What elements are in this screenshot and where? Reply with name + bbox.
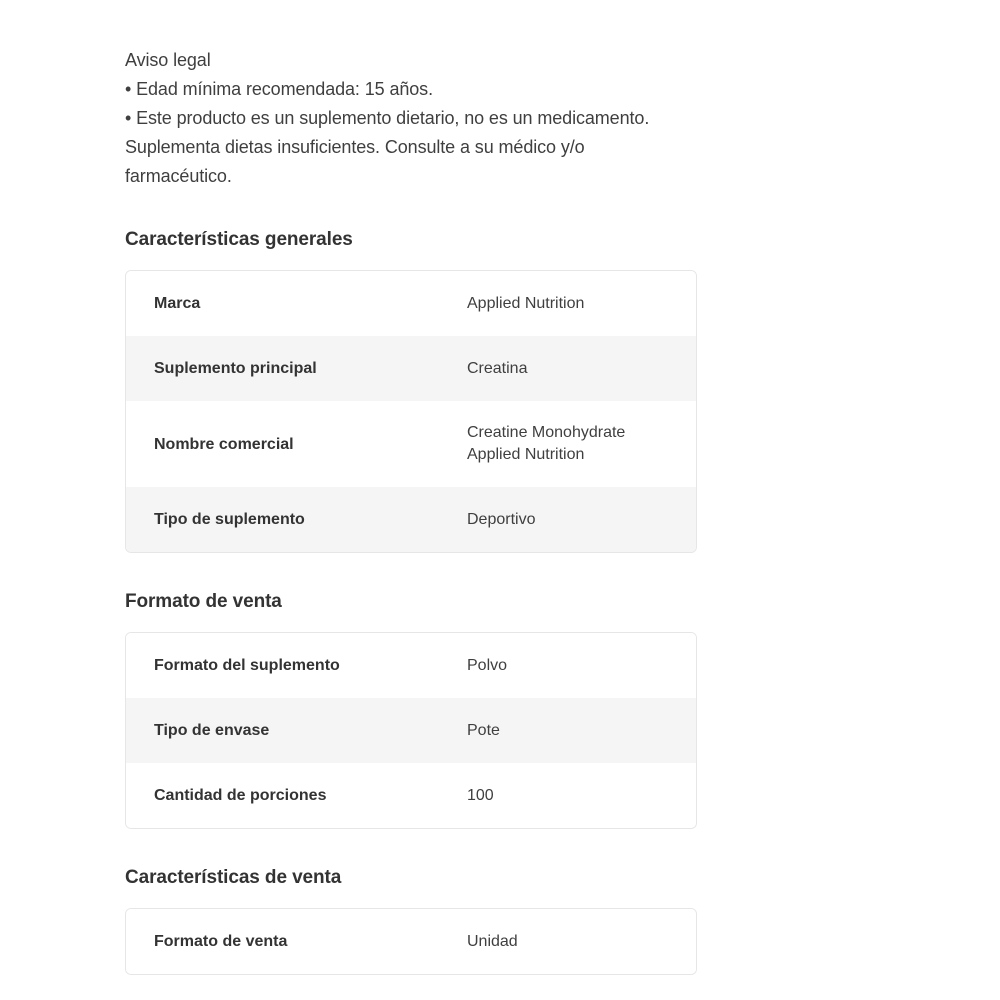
specs-content <box>125 46 700 975</box>
spec-row <box>126 271 696 336</box>
legal-item: • Edad mínima recomendada: 15 años. <box>125 79 433 99</box>
spec-row <box>126 763 696 828</box>
spec-label: Marca <box>154 295 201 312</box>
section-title: Características de venta <box>125 867 342 888</box>
spec-value: Creatine Monohydrate Applied Nutrition <box>467 424 626 463</box>
spec-section-0 <box>125 227 700 553</box>
spec-row <box>126 698 696 763</box>
spec-row <box>126 633 696 698</box>
legal-notice <box>125 46 673 191</box>
spec-table <box>125 908 697 975</box>
spec-label: Formato del suplemento <box>154 657 340 674</box>
spec-value: Creatina <box>467 359 528 377</box>
spec-sections <box>125 227 700 975</box>
spec-label: Tipo de suplemento <box>154 511 305 528</box>
spec-section-1 <box>125 589 700 829</box>
spec-value: 100 <box>467 786 494 804</box>
spec-row <box>126 401 696 487</box>
spec-value: Polvo <box>467 656 508 674</box>
legal-item: • Este producto es un suplemento dietario, no es un medicamento. Suplementa dietas insuficientes. Consulte a su médico y/o farmacéutico. <box>125 108 650 186</box>
spec-section-2 <box>125 865 700 975</box>
spec-label: Formato de venta <box>154 933 288 950</box>
spec-value: Deportivo <box>467 510 536 528</box>
spec-label: Cantidad de porciones <box>154 787 327 804</box>
spec-value: Applied Nutrition <box>467 294 585 312</box>
spec-label: Tipo de envase <box>154 722 270 739</box>
spec-row <box>126 487 696 552</box>
legal-title: Aviso legal <box>125 50 211 70</box>
spec-table <box>125 270 697 553</box>
spec-table <box>125 632 697 829</box>
spec-value: Pote <box>467 721 500 739</box>
section-title: Características generales <box>125 229 353 250</box>
spec-row <box>126 336 696 401</box>
spec-row <box>126 909 696 974</box>
section-title: Formato de venta <box>125 591 282 612</box>
spec-label: Nombre comercial <box>154 435 294 453</box>
spec-label: Suplemento principal <box>154 360 317 377</box>
spec-value: Unidad <box>467 932 518 950</box>
